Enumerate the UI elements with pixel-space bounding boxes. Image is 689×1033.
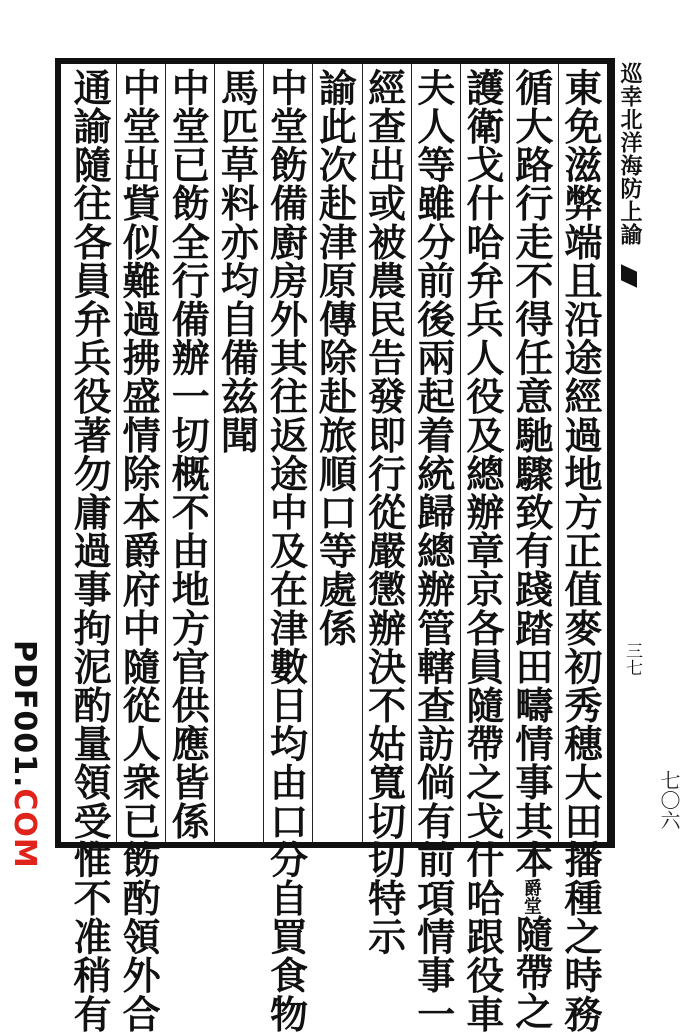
column-10-text: 中堂出貲似難過拂盛情除本爵府中隨從人衆已飭酌領外合 [116,68,162,1033]
column-3-text: 護衛戈什哈弁兵人役及總辦章京各員隨帶之戈什哈跟役車 [459,68,505,1033]
page-frame [55,58,613,1033]
column-1-text: 東免滋弊端且沿途經過地方正值麥初秀穗大田播種之時務 [558,68,603,1033]
column-4-text: 夫人等雖分前後兩起着統歸總辦管轄查訪倘有前項情事一 [410,68,456,1033]
column-8-text: 馬匹草料亦均自備兹聞 [214,68,260,454]
text-column-9 [165,64,214,842]
text-column-1 [558,64,607,1033]
column-5-text: 經查出或被農民告發即行從嚴懲辦決不姑寬切切特示 [361,68,407,956]
column-2-note: 爵堂 [520,878,542,915]
column-7-text: 中堂飭備廚房外其往返途中及在津數日均由口分自買食物 [263,68,309,1033]
text-column-8 [214,64,263,842]
column-9-text: 中堂已飭全行備辦一切概不由地方官供應皆係 [165,68,211,840]
page-number: 七〇六 [657,770,681,830]
text-column-6 [312,64,361,842]
watermark-prefix: PDF001. [7,640,42,789]
gutter-leaf-number: 三七 [622,642,642,676]
text-column-5 [361,64,411,956]
text-columns [67,64,607,1033]
column-6-text: 諭此次赴津原傳除赴旅順口等處係 [312,68,358,647]
text-column-2 [508,64,558,1031]
book-gutter [613,58,643,848]
gutter-title: 巡幸北洋海防上諭 [617,62,643,246]
fishtail-mark-icon [621,264,637,287]
text-column-4 [410,64,460,1033]
column-2-text-group [507,68,556,1030]
column-2-tail: 隨帶之 [508,914,554,1031]
column-11-text: 通諭隨往各員弁兵役著勿庸過事拘泥酌量領受惟不准稍有 [67,68,113,1033]
text-column-7 [263,64,312,1033]
text-column-10 [116,64,165,1033]
text-column-3 [459,64,509,1033]
watermark-suffix: COM [7,788,42,869]
column-2-text: 循大路行走不得任意馳驟致有踐踏田疇情事其本 [508,68,554,879]
text-column-11 [67,64,116,1033]
watermark [8,640,40,869]
